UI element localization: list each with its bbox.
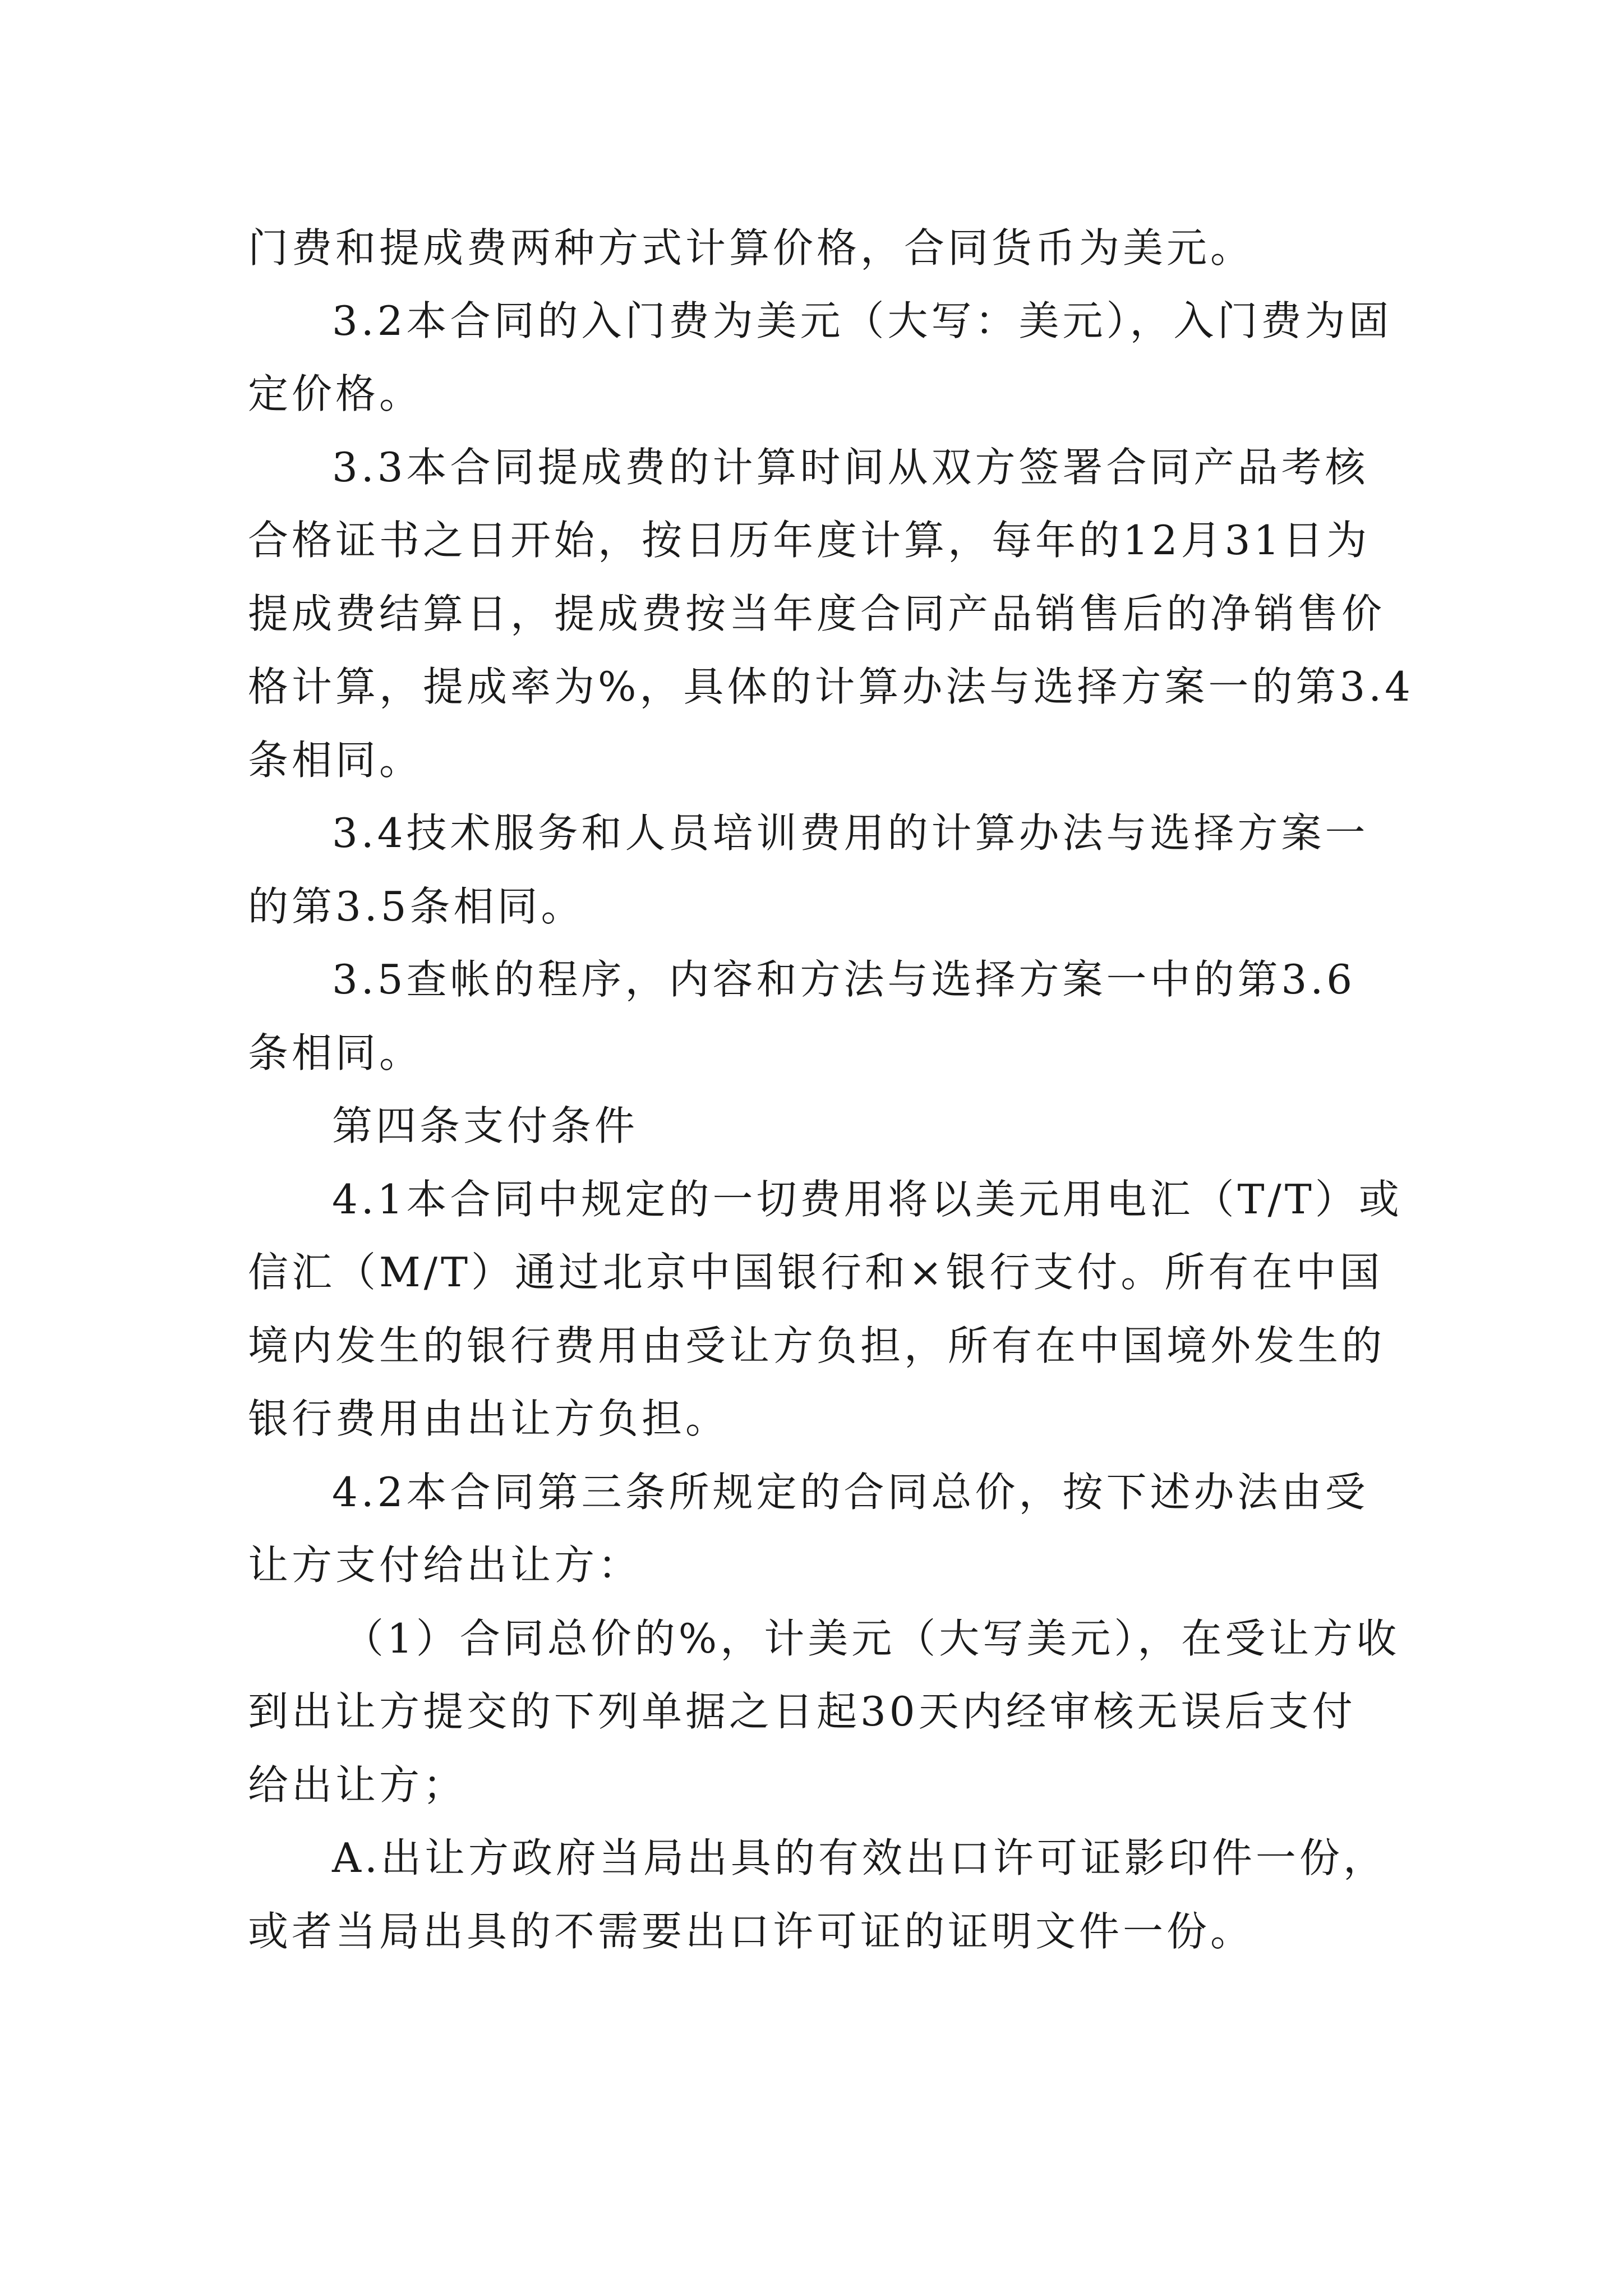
paragraph-line: （1）合同总价的%，计美元（大写美元），在受让方收 (343, 1615, 1400, 1662)
paragraph-line: 境内发生的银行费用由受让方负担，所有在中国境外发生的 (248, 1322, 1386, 1369)
paragraph-line: 银行费用由出让方负担。 (248, 1395, 730, 1442)
paragraph-line: 3.2本合同的入门费为美元（大写：美元），入门费为固 (332, 297, 1393, 344)
paragraph-line: 到出让方提交的下列单据之日起30天内经审核无误后支付 (248, 1688, 1356, 1735)
paragraph-line: 4.1本合同中规定的一切费用将以美元用电汇（T/T）或 (332, 1176, 1403, 1223)
paragraph-line: 或者当局出具的不需要出口许可证的证明文件一份。 (248, 1908, 1255, 1955)
section-heading: 第四条支付条件 (332, 1102, 639, 1149)
paragraph-line: 的第3.5条相同。 (248, 883, 585, 930)
paragraph-line: 门费和提成费两种方式计算价格，合同货币为美元。 (248, 224, 1255, 272)
paragraph-line: 条相同。 (248, 1029, 423, 1076)
paragraph-line: 提成费结算日，提成费按当年度合同产品销售后的净销售价 (248, 590, 1386, 637)
paragraph-line: 格计算，提成率为%，具体的计算办法与选择方案一的第3.4 (248, 663, 1414, 710)
paragraph-line: A.出让方政府当局出具的有效出口许可证影印件一份， (332, 1834, 1387, 1881)
paragraph-line: 合格证书之日开始，按日历年度计算，每年的12月31日为 (248, 517, 1371, 564)
paragraph-line: 让方支付给出让方： (248, 1542, 642, 1589)
paragraph-line: 信汇（M/T）通过北京中国银行和×银行支付。所有在中国 (248, 1249, 1384, 1296)
paragraph-line: 3.4技术服务和人员培训费用的计算办法与选择方案一 (332, 809, 1369, 857)
paragraph-line: 3.5查帐的程序，内容和方法与选择方案一中的第3.6 (332, 956, 1356, 1003)
paragraph-line: 给出让方； (248, 1761, 467, 1809)
paragraph-line: 3.3本合同提成费的计算时间从双方签署合同产品考核 (332, 444, 1369, 491)
paragraph-line: 4.2本合同第三条所规定的合同总价，按下述办法由受 (332, 1469, 1369, 1516)
paragraph-line: 定价格。 (248, 370, 423, 417)
paragraph-line: 条相同。 (248, 737, 423, 784)
